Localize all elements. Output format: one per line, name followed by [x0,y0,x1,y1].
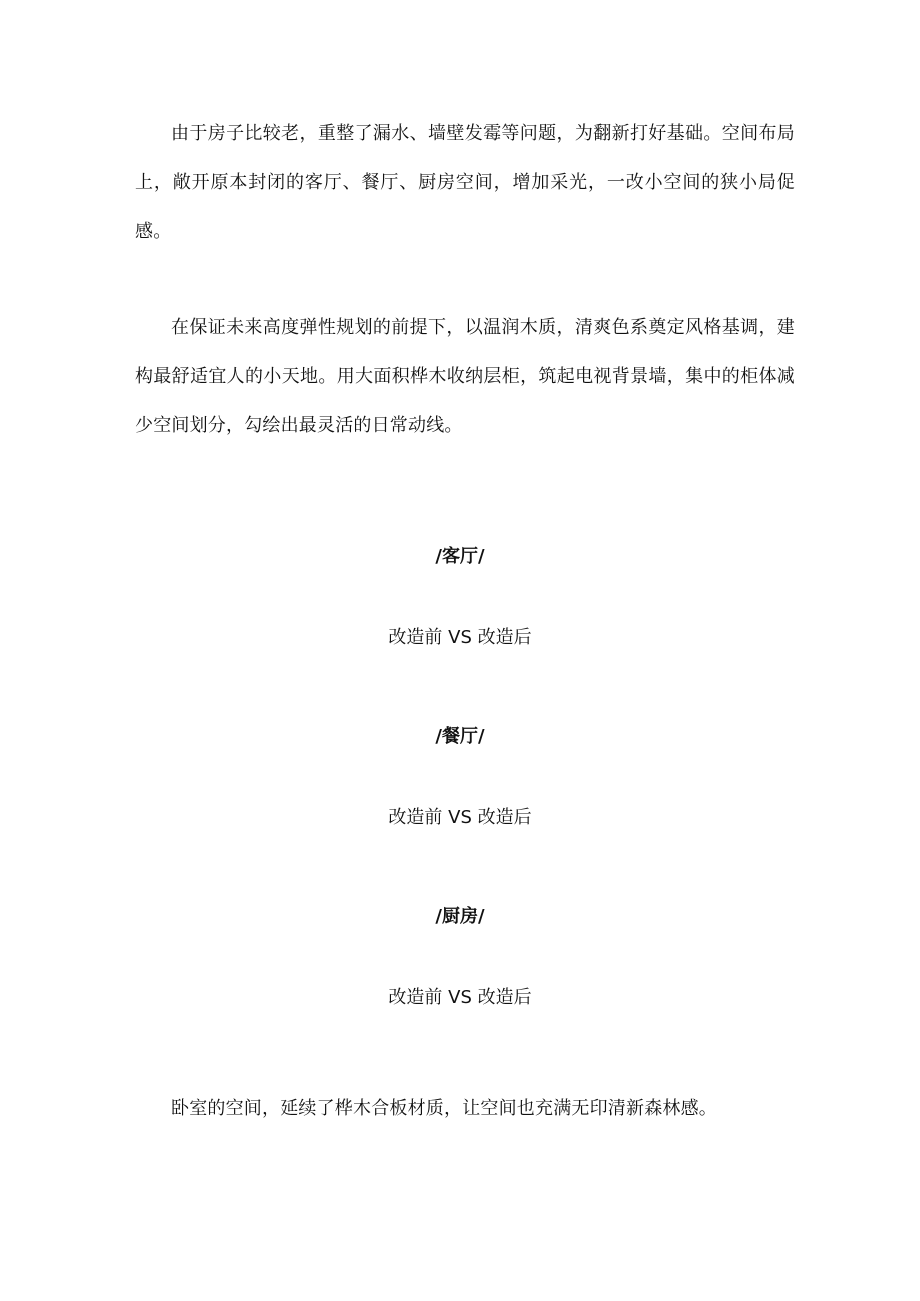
intro-paragraph: 由于房子比较老，重整了漏水、墙壁发霉等问题，为翻新打好基础。空间布局上，敞开原本封闭的客厅、餐厅、厨房空间，增加采光，一改小空间的狭小局促感。 [135,123,795,242]
style-paragraph: 在保证未来高度弹性规划的前提下，以温润木质，清爽色系奠定风格基调，建构最舒适宜人的小天地。用大面积桦木收纳层柜，筑起电视背景墙，集中的柜体减少空间划分，勾绘出最灵活的日常动线。 [135,317,795,436]
section-heading-dining-room: /餐厅/ [435,726,485,747]
bedroom-paragraph: 卧室的空间，延续了桦木合板材质，让空间也充满无印清新森林感。 [171,1098,717,1119]
section-heading-living-room: /客厅/ [435,546,485,567]
section-caption-dining-room: 改造前 VS 改造后 [388,807,532,828]
section-heading-kitchen: /厨房/ [435,906,485,927]
section-caption-living-room: 改造前 VS 改造后 [388,627,532,648]
section-caption-kitchen: 改造前 VS 改造后 [388,987,532,1008]
